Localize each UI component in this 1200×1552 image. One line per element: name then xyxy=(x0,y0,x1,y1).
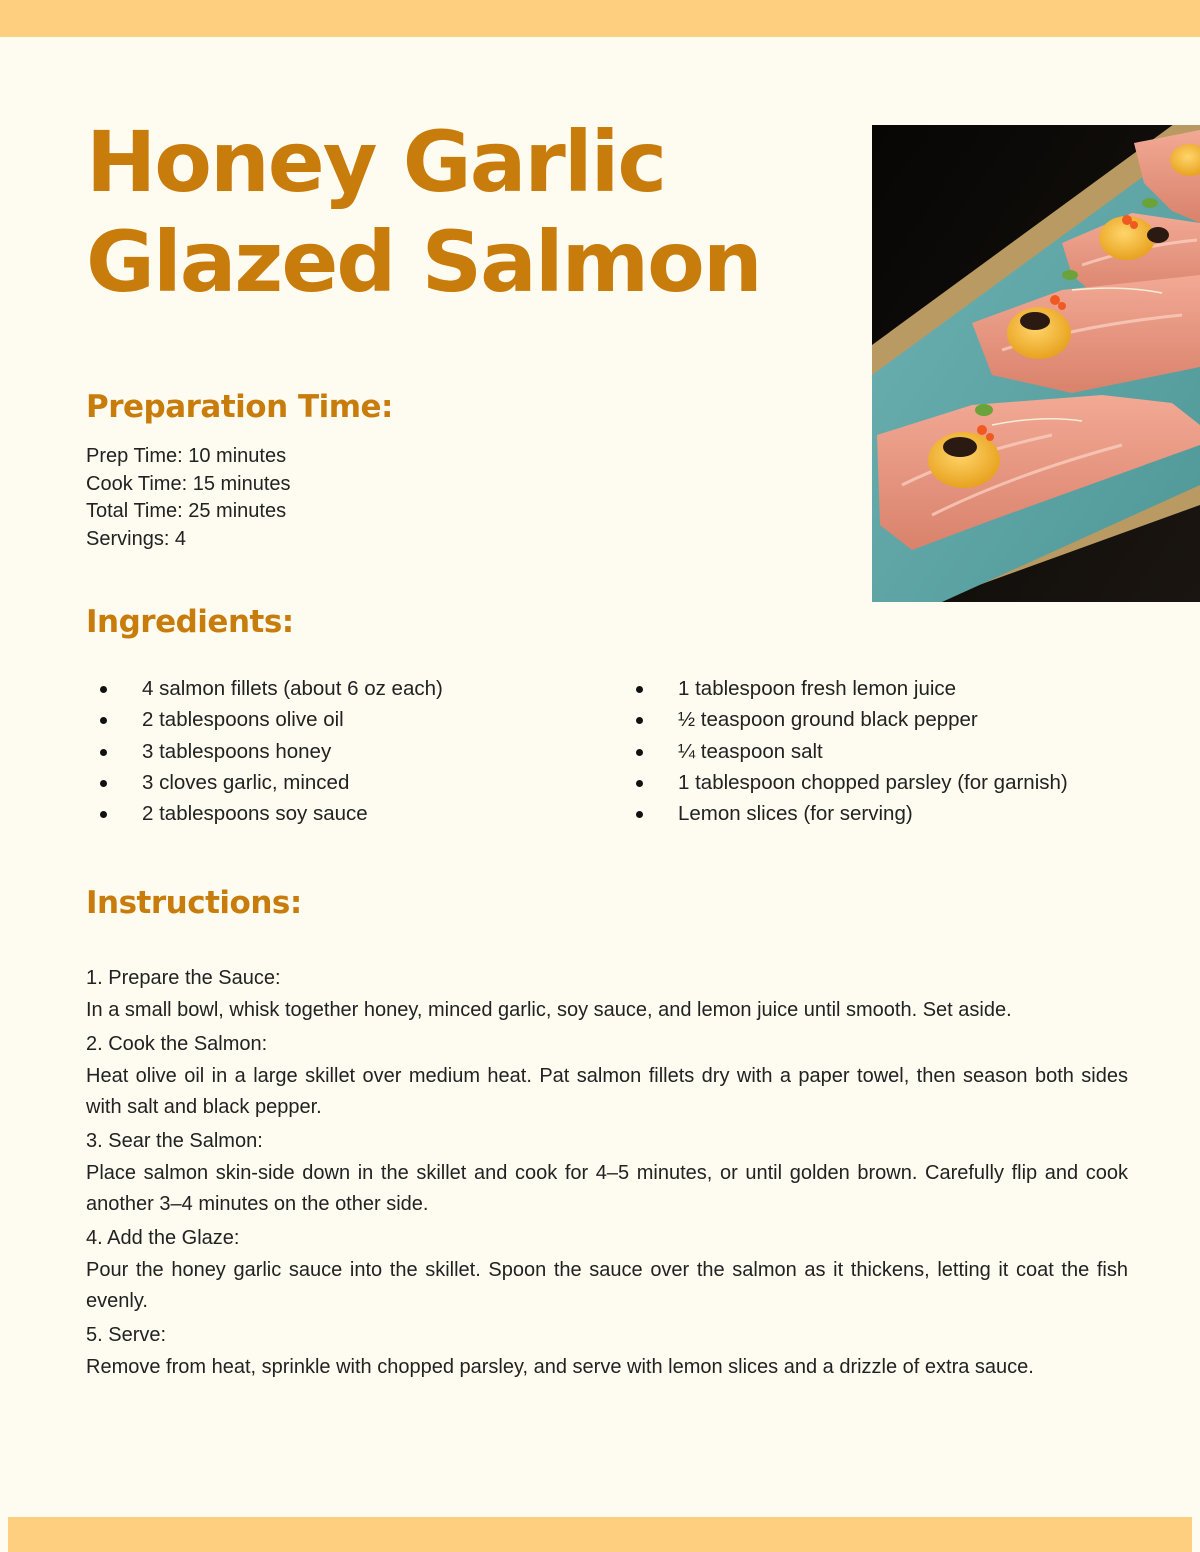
prep-time: Prep Time: 10 minutes xyxy=(86,445,287,467)
cook-time: Cook Time: 15 minutes xyxy=(86,472,291,495)
step-text: Remove from heat, sprinkle with chopped parsley, and serve with lemon slices and a drizzle of extra sauce. xyxy=(86,1356,1034,1378)
bullet-icon xyxy=(100,749,107,756)
ingredient-item: ½ teaspoon ground black pepper xyxy=(636,704,1068,735)
instructions-heading: Instructions: xyxy=(86,885,302,921)
top-decorative-band xyxy=(0,0,1200,37)
ingredient-item: Lemon slices (for serving) xyxy=(636,798,1068,829)
step-text: Place salmon skin-side down in the skillet and cook for 4–5 minutes, or until golden brown. Carefully flip and cook another 3–4 minutes on the other side. xyxy=(86,1162,1128,1215)
ingredient-item: 4 salmon fillets (about 6 oz each) xyxy=(100,673,443,704)
ingredients-list-right xyxy=(636,673,1068,829)
total-time: Total Time: 25 minutes xyxy=(86,500,287,522)
bullet-icon xyxy=(636,749,643,756)
ingredient-item: 3 cloves garlic, minced xyxy=(100,767,443,798)
ingredient-item: 2 tablespoons soy sauce xyxy=(100,798,443,829)
step-title: 2. Cook the Salmon: xyxy=(86,1033,268,1055)
ingredient-item: 1 tablespoon fresh lemon juice xyxy=(636,673,1068,704)
title-line-2: Glazed Salmon xyxy=(86,213,761,311)
bottom-decorative-band xyxy=(8,1517,1192,1552)
ingredients-heading: Ingredients: xyxy=(86,604,294,640)
ingredient-item: 1 tablespoon chopped parsley (for garnish) xyxy=(636,767,1068,798)
ingredient-item: ¼ teaspoon salt xyxy=(636,736,1068,767)
bullet-icon xyxy=(636,686,643,693)
bullet-icon xyxy=(636,780,643,787)
ingredient-item: 2 tablespoons olive oil xyxy=(100,704,443,735)
step-text: In a small bowl, whisk together honey, minced garlic, soy sauce, and lemon juice until smooth. Set aside. xyxy=(86,999,1012,1021)
bullet-icon xyxy=(100,780,107,787)
bullet-icon xyxy=(100,686,107,693)
step-text: Heat olive oil in a large skillet over medium heat. Pat salmon fillets dry with a paper towel, then season both sides with salt and black pepper. xyxy=(86,1065,1128,1118)
step-title: 5. Serve: xyxy=(86,1324,167,1346)
recipe-title xyxy=(86,112,846,312)
preparation-heading: Preparation Time: xyxy=(86,389,393,425)
ingredients-list-left xyxy=(100,673,443,829)
salmon-dish-photo xyxy=(872,125,1200,602)
title-line-1: Honey Garlic xyxy=(86,113,666,211)
servings: Servings: 4 xyxy=(86,527,187,550)
bullet-icon xyxy=(100,717,107,724)
preparation-details xyxy=(86,443,291,553)
step-text: Pour the honey garlic sauce into the skillet. Spoon the sauce over the salmon as it thickens, letting it coat the fish evenly. xyxy=(86,1259,1128,1312)
step-title: 1. Prepare the Sauce: xyxy=(86,967,281,989)
bullet-icon xyxy=(636,717,643,724)
step-title: 3. Sear the Salmon: xyxy=(86,1130,263,1152)
instructions-list xyxy=(86,962,1128,1385)
bullet-icon xyxy=(636,811,643,818)
ingredient-item: 3 tablespoons honey xyxy=(100,736,443,767)
bullet-icon xyxy=(100,811,107,818)
step-title: 4. Add the Glaze: xyxy=(86,1227,240,1249)
